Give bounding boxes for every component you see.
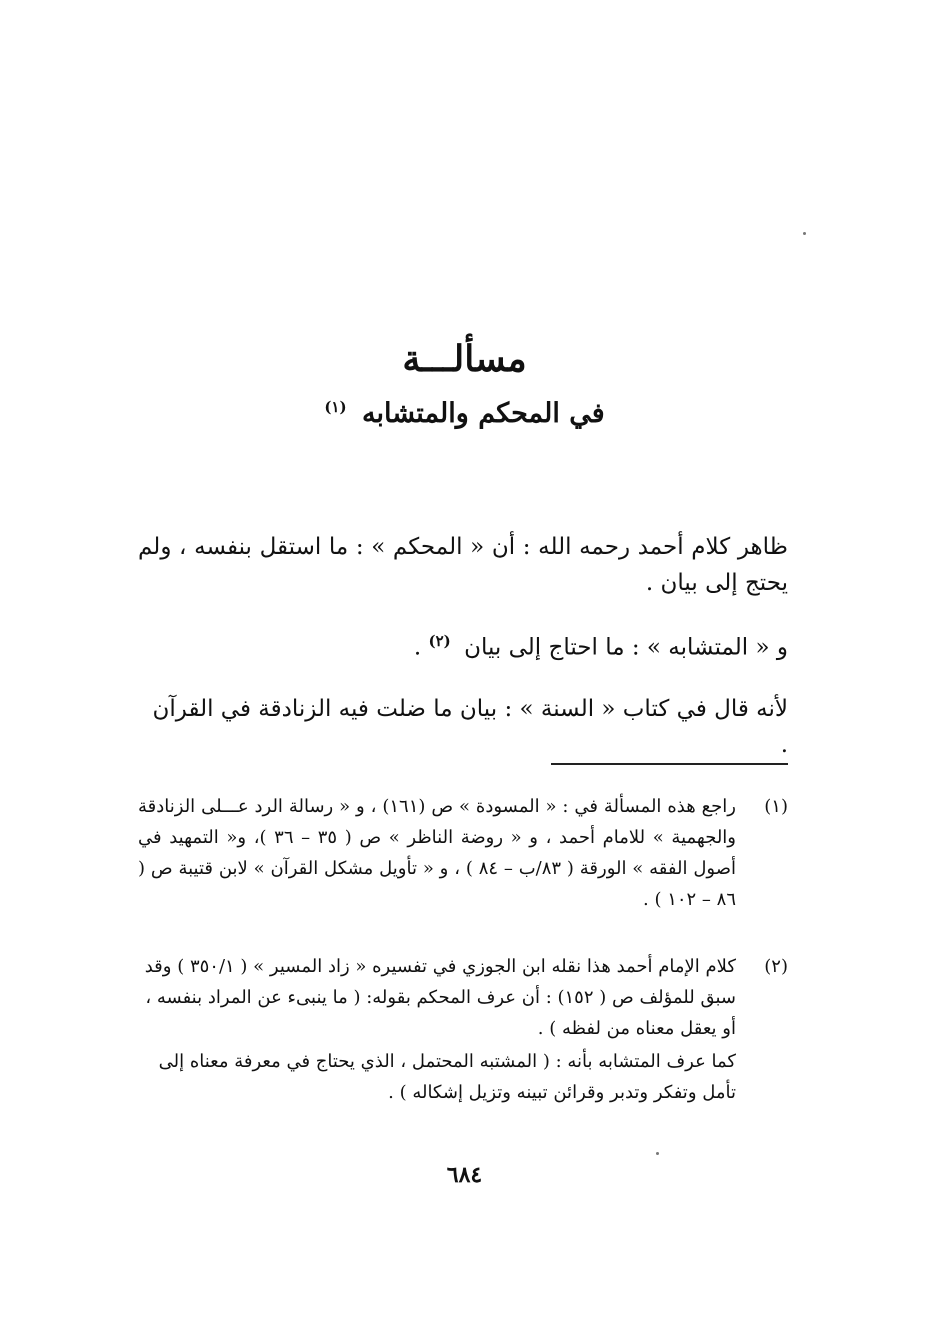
- footnote-ref-2: (٢): [428, 632, 451, 650]
- footnote-2-body: [138, 952, 736, 1109]
- footnote-1-number: (١): [764, 796, 788, 817]
- paragraph-2-text: و « المتشابه » : ما احتاج إلى بيان: [464, 634, 788, 661]
- scan-speck: [656, 1152, 659, 1155]
- footnote-2-extra: كما عرف المتشابه بأنه : ( المشتبه المحتمل ، الذي يحتاج في معرفة معناه إلى تأمل وتفكر وتدبر وقرائن تبينه وتزيل إشكاله ) .: [158, 1050, 736, 1103]
- footnote-ref-1: (١): [324, 398, 347, 416]
- page-number: ٦٨٤: [446, 1162, 483, 1188]
- footnote-2-number: (٢): [764, 956, 788, 977]
- subtitle-text: في المحكم والمتشابه: [362, 398, 605, 429]
- page-subtitle: [0, 398, 929, 429]
- footnote-1-text: راجع هذه المسألة في : « المسودة » ص (١٦١) ، و « رسالة الرد عـــلى الزنادقة والجهمية » للامام أحمد ، و « روضة الناظر » ص ( ٣٥ – ٣٦ )، و« التمهيد في أصول الفقه » الورقة ( ٨٣/ب – ٨٤ ) ، و « تأويل مشكل القرآن » لابن قتيبة ص ( ٨٦ – ١٠٢ ) .: [138, 796, 737, 910]
- page-title: [0, 338, 929, 380]
- footnote-1: [138, 792, 788, 916]
- paragraph-1: ظاهر كلام أحمد رحمه الله : أن « المحكم » : ما استقل بنفسه ، ولم يحتج إلى بيان .: [138, 534, 788, 596]
- paragraph-3: لأنه قال في كتاب « السنة » : بيان ما ضلت فيه الزنادقة في القرآن .: [152, 696, 788, 758]
- footnote-2-text: كلام الإمام أحمد هذا نقله ابن الجوزي في تفسيره « زاد المسير » ( ٣٥٠/١ ) وقد سبق للمؤلف ص ( ١٥٢) : أن عرف المحكم بقوله: ( ما ينبىء عن المراد بنفسه ، أو يعقل معناه من لفظه ) .: [144, 956, 736, 1039]
- paragraph-2: [138, 630, 832, 666]
- scan-speck: [803, 232, 806, 235]
- paragraph-2-end: .: [413, 634, 422, 661]
- title-text: مسألـــة: [402, 338, 527, 380]
- footnote-divider: [551, 763, 788, 765]
- footnote-2: [138, 952, 788, 1109]
